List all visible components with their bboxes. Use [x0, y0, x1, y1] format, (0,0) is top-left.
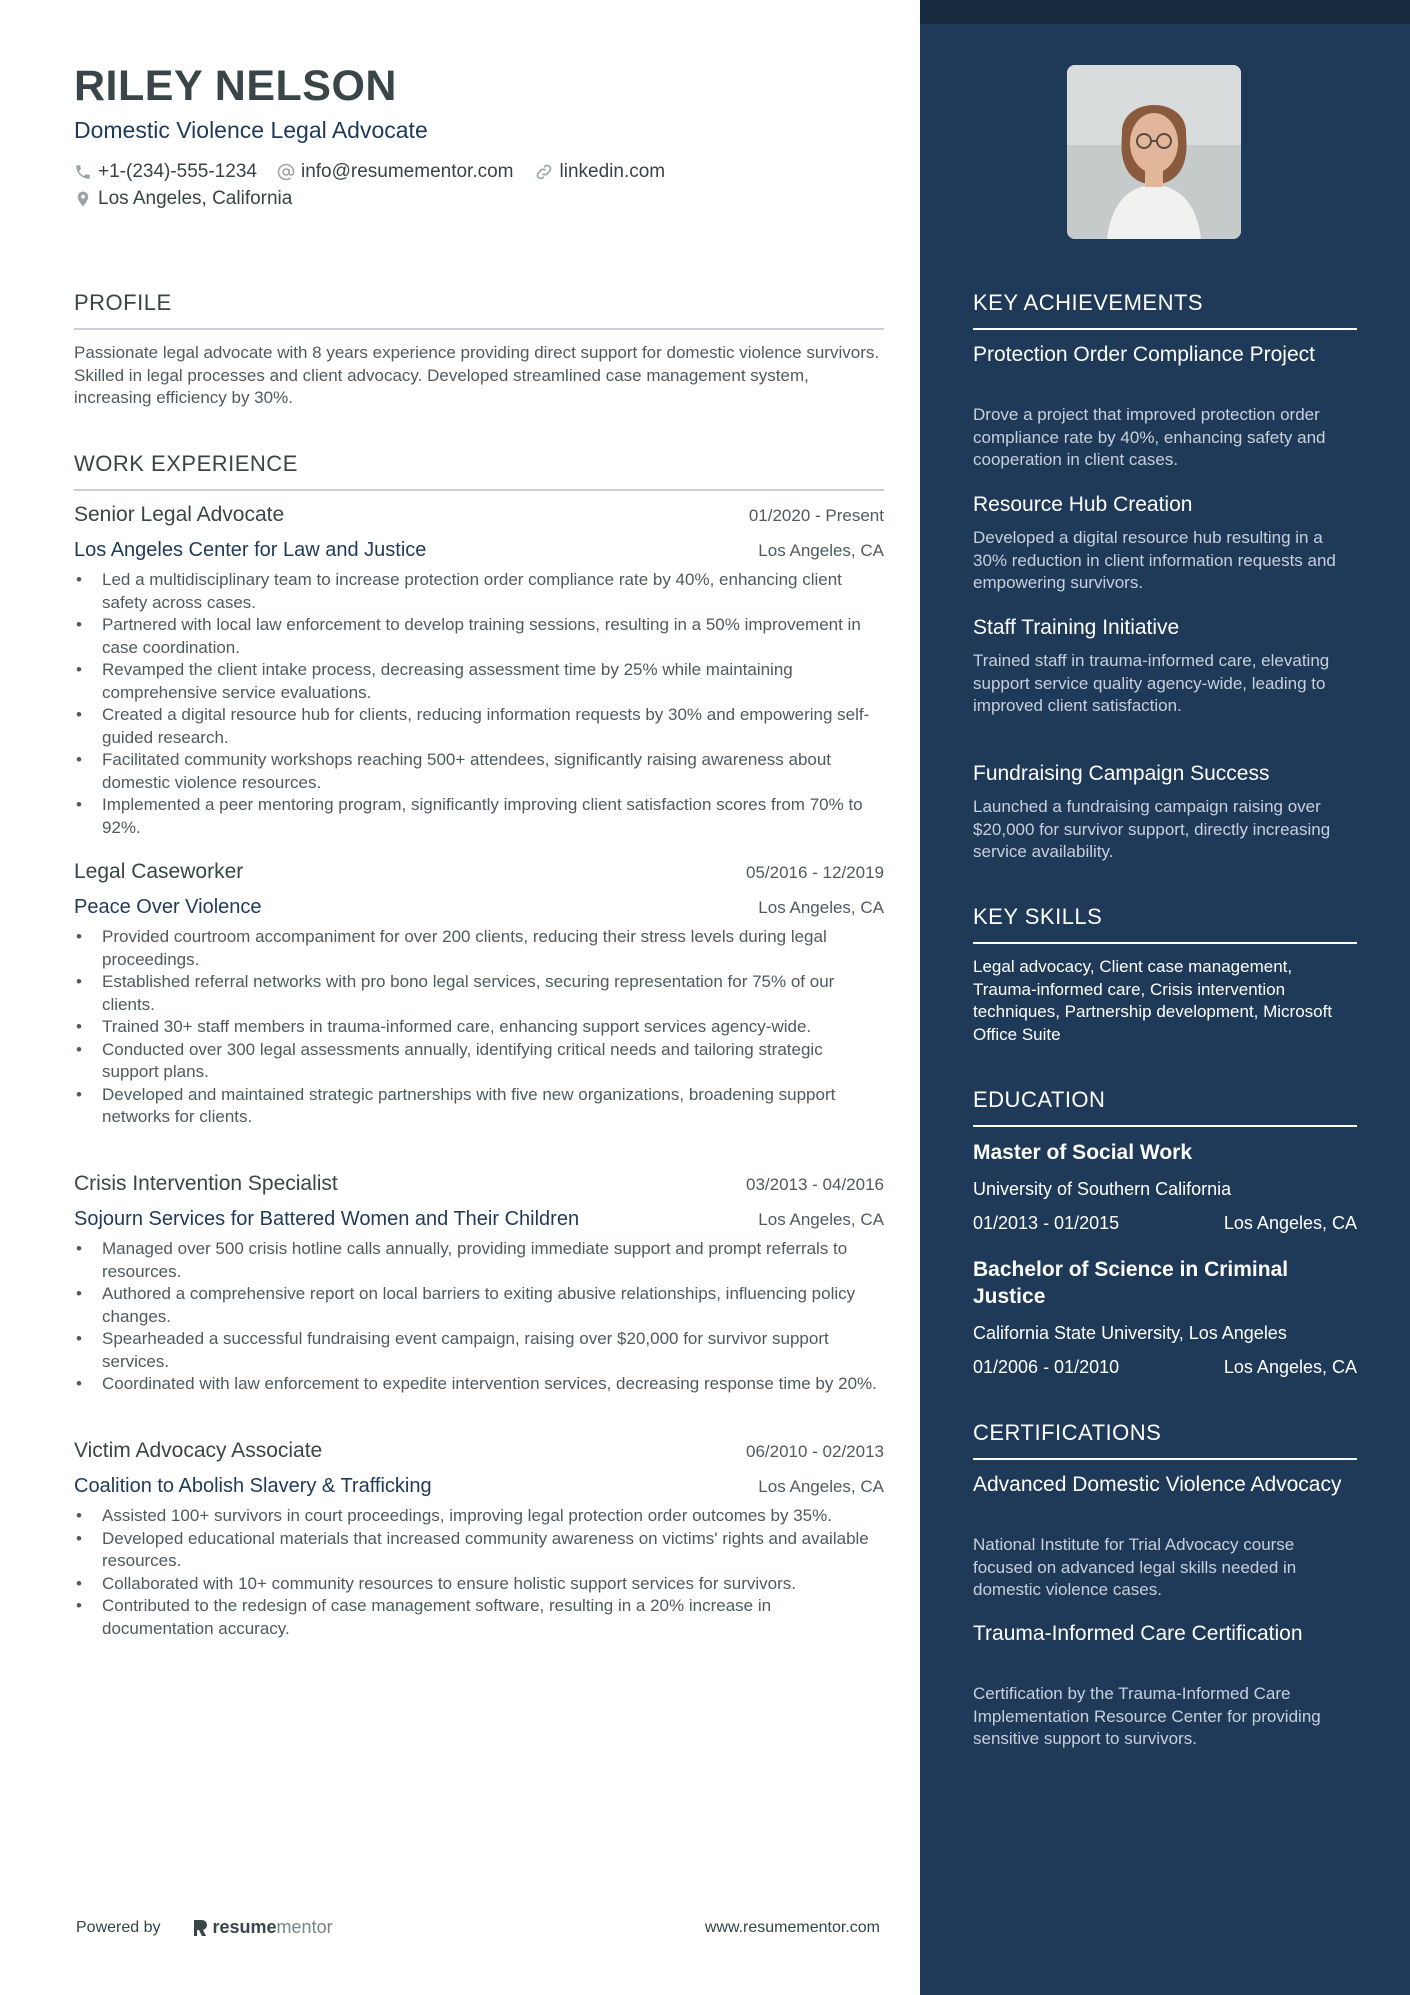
profile-text: Passionate legal advocate with 8 years experience providing direct support for domestic violence survivors. Skilled in legal processes and client advocacy. Developed streamlined case management system, increasing efficiency by 30%.: [74, 343, 880, 407]
achievement-title: Staff Training Initiative: [973, 616, 1180, 639]
job-bullets: [74, 1505, 884, 1640]
skills-text: Legal advocacy, Client case management, Trauma-informed care, Crisis intervention techniques, Partnership development, Microsoft Office Suite: [973, 957, 1333, 1044]
education-school: California State University, Los Angeles: [973, 1323, 1287, 1343]
profile-heading: PROFILE: [74, 290, 884, 330]
education-degree: Bachelor of Science in Criminal Justice: [973, 1258, 1289, 1308]
link-icon: [534, 162, 554, 182]
location-text: Los Angeles, California: [98, 188, 293, 209]
job-bullet: • Trained 30+ staff members in trauma-informed care, enhancing support services agency-wide.: [74, 1016, 884, 1039]
key-achievements-heading: KEY ACHIEVEMENTS: [973, 290, 1357, 330]
job-bullet: • Provided courtroom accompaniment for over 200 clients, reducing their stress levels during legal proceedings.: [74, 926, 884, 971]
achievement-title: Resource Hub Creation: [973, 493, 1193, 516]
sidebar-top-bar: [920, 0, 1410, 24]
job-role: Senior Legal Advocate: [74, 503, 285, 526]
education-heading: EDUCATION: [973, 1087, 1357, 1127]
job-company: Peace Over Violence: [74, 896, 262, 918]
work-experience-heading: WORK EXPERIENCE: [74, 451, 884, 491]
job-entry: [74, 1172, 884, 1396]
profile-photo: [1067, 65, 1241, 239]
achievement-title: Fundraising Campaign Success: [973, 762, 1270, 785]
job-bullet: • Assisted 100+ survivors in court proceedings, improving legal protection order outcomes by 35%.: [74, 1505, 884, 1528]
job-bullet: • Conducted over 300 legal assessments annually, identifying critical needs and tailoring strategic support plans.: [74, 1039, 884, 1084]
job-location: Los Angeles, CA: [758, 898, 884, 917]
at-sign-icon: [277, 163, 295, 181]
job-bullet: • Contributed to the redesign of case management software, resulting in a 20% increase in documentation accuracy.: [74, 1595, 884, 1640]
job-company: Sojourn Services for Battered Women and Their Children: [74, 1208, 580, 1230]
job-subheader: [74, 1208, 884, 1231]
brand-logo[interactable]: [191, 1917, 333, 1938]
education-degree: Master of Social Work: [973, 1141, 1193, 1164]
job-bullet: • Collaborated with 10+ community resources to ensure holistic support services for survivors.: [74, 1573, 884, 1596]
contact-row: [74, 161, 685, 183]
education-location: Los Angeles, CA: [1223, 1213, 1357, 1233]
phone-text: +1-(234)-555-1234: [98, 161, 257, 182]
education-location: Los Angeles, CA: [1223, 1357, 1357, 1377]
education-dates: 01/2013 - 01/2015: [973, 1213, 1120, 1233]
job-subheader: [74, 896, 884, 919]
contact-email: [277, 161, 514, 183]
job-bullets: [74, 569, 884, 839]
education-school: University of Southern California: [973, 1179, 1232, 1199]
job-location: Los Angeles, CA: [758, 1477, 884, 1496]
contact-location: [74, 188, 292, 210]
job-bullet: • Led a multidisciplinary team to increase protection order compliance rate by 40%, enhancing client safety across cases.: [74, 569, 884, 614]
contact-phone: [74, 161, 257, 183]
job-location: Los Angeles, CA: [758, 541, 884, 560]
job-bullet: • Developed and maintained strategic partnerships with five new organizations, broadening support networks for clients.: [74, 1084, 884, 1129]
contact-linkedin: [534, 161, 666, 183]
job-company: Coalition to Abolish Slavery & Trafficking: [74, 1475, 432, 1497]
job-header: [74, 1172, 884, 1196]
job-bullet: • Coordinated with law enforcement to expedite intervention services, decreasing response time by 20%.: [74, 1373, 884, 1396]
job-location: Los Angeles, CA: [758, 1210, 884, 1229]
phone-icon: [74, 163, 92, 181]
certification-text: National Institute for Trial Advocacy course focused on advanced legal skills needed in domestic violence cases.: [973, 1535, 1297, 1599]
brand-resume: resume: [212, 1917, 277, 1937]
job-role: Legal Caseworker: [74, 860, 244, 883]
achievement-title: Protection Order Compliance Project: [973, 343, 1315, 366]
key-skills-heading: KEY SKILLS: [973, 904, 1357, 944]
job-company: Los Angeles Center for Law and Justice: [74, 539, 427, 561]
powered-by-label: Powered by: [76, 1918, 161, 1936]
location-pin-icon: [74, 189, 92, 209]
job-bullet: • Facilitated community workshops reaching 500+ attendees, significantly raising awareness about domestic violence resources.: [74, 749, 884, 794]
candidate-name: RILEY NELSON: [74, 62, 397, 110]
achievement-text: Launched a fundraising campaign raising over $20,000 for survivor support, directly increasing service availability.: [973, 797, 1331, 861]
job-bullet: • Revamped the client intake process, decreasing assessment time by 25% while maintaining comprehensive service evaluations.: [74, 659, 884, 704]
achievement-text: Trained staff in trauma-informed care, elevating support service quality agency-wide, leading to improved client satisfaction.: [973, 651, 1330, 715]
job-dates: 01/2020 - Present: [748, 506, 884, 525]
certification-title: Trauma-Informed Care Certification: [973, 1622, 1303, 1645]
job-bullet: • Implemented a peer mentoring program, significantly improving client satisfaction scores from 70% to 92%.: [74, 794, 884, 839]
portrait-image: [1067, 65, 1241, 239]
footer: [76, 1917, 880, 1938]
education-meta: [973, 1357, 1357, 1378]
job-dates: 06/2010 - 02/2013: [745, 1442, 884, 1461]
job-dates: 03/2013 - 04/2016: [745, 1175, 884, 1194]
resumementor-logo-icon: [191, 1918, 209, 1938]
job-header: [74, 503, 884, 527]
job-bullet: • Created a digital resource hub for clients, reducing information requests by 30% and empowering self-guided research.: [74, 704, 884, 749]
job-entry: [74, 860, 884, 1129]
job-role: Victim Advocacy Associate: [74, 1439, 323, 1462]
achievement-text: Drove a project that improved protection order compliance rate by 40%, enhancing safety and cooperation in client cases.: [973, 405, 1326, 469]
email-link[interactable]: info@resumementor.com: [300, 161, 514, 182]
job-bullet: • Managed over 500 crisis hotline calls annually, providing immediate support and prompt referrals to resources.: [74, 1238, 884, 1283]
job-entry: [74, 503, 884, 839]
job-header: [74, 860, 884, 884]
sidebar: [920, 0, 1410, 1995]
job-bullet: • Partnered with local law enforcement to develop training sessions, resulting in a 50% improvement in case coordination.: [74, 614, 884, 659]
job-bullet: • Spearheaded a successful fundraising event campaign, raising over $20,000 for survivor support services.: [74, 1328, 884, 1373]
certification-title: Advanced Domestic Violence Advocacy: [973, 1473, 1342, 1496]
achievement-text: Developed a digital resource hub resulting in a 30% reduction in client information requests and empowering survivors.: [973, 528, 1336, 592]
job-subheader: [74, 539, 884, 562]
brand-mentor: mentor: [276, 1917, 333, 1937]
certifications-heading: CERTIFICATIONS: [973, 1420, 1357, 1460]
certification-text: Certification by the Trauma-Informed Care Implementation Resource Center for providing sensitive support to survivors.: [973, 1684, 1321, 1748]
footer-website[interactable]: www.resumementor.com: [704, 1918, 880, 1936]
job-bullets: [74, 926, 884, 1129]
job-bullet: • Established referral networks with pro bono legal services, securing representation for 75% of our clients.: [74, 971, 884, 1016]
education-meta: [973, 1213, 1357, 1234]
job-title: Domestic Violence Legal Advocate: [74, 117, 428, 143]
job-role: Crisis Intervention Specialist: [74, 1172, 338, 1195]
job-bullets: [74, 1238, 884, 1396]
contact-row-location: [74, 188, 312, 210]
job-dates: 05/2016 - 12/2019: [745, 863, 884, 882]
job-bullet: • Authored a comprehensive report on local barriers to exiting abusive relationships, influencing policy changes.: [74, 1283, 884, 1328]
job-bullet: • Developed educational materials that increased community awareness on victims' rights and available resources.: [74, 1528, 884, 1573]
job-subheader: [74, 1475, 884, 1498]
job-entry: [74, 1439, 884, 1640]
linkedin-link[interactable]: linkedin.com: [559, 161, 666, 182]
job-header: [74, 1439, 884, 1463]
education-dates: 01/2006 - 01/2010: [973, 1357, 1120, 1377]
powered-by: [76, 1917, 333, 1938]
